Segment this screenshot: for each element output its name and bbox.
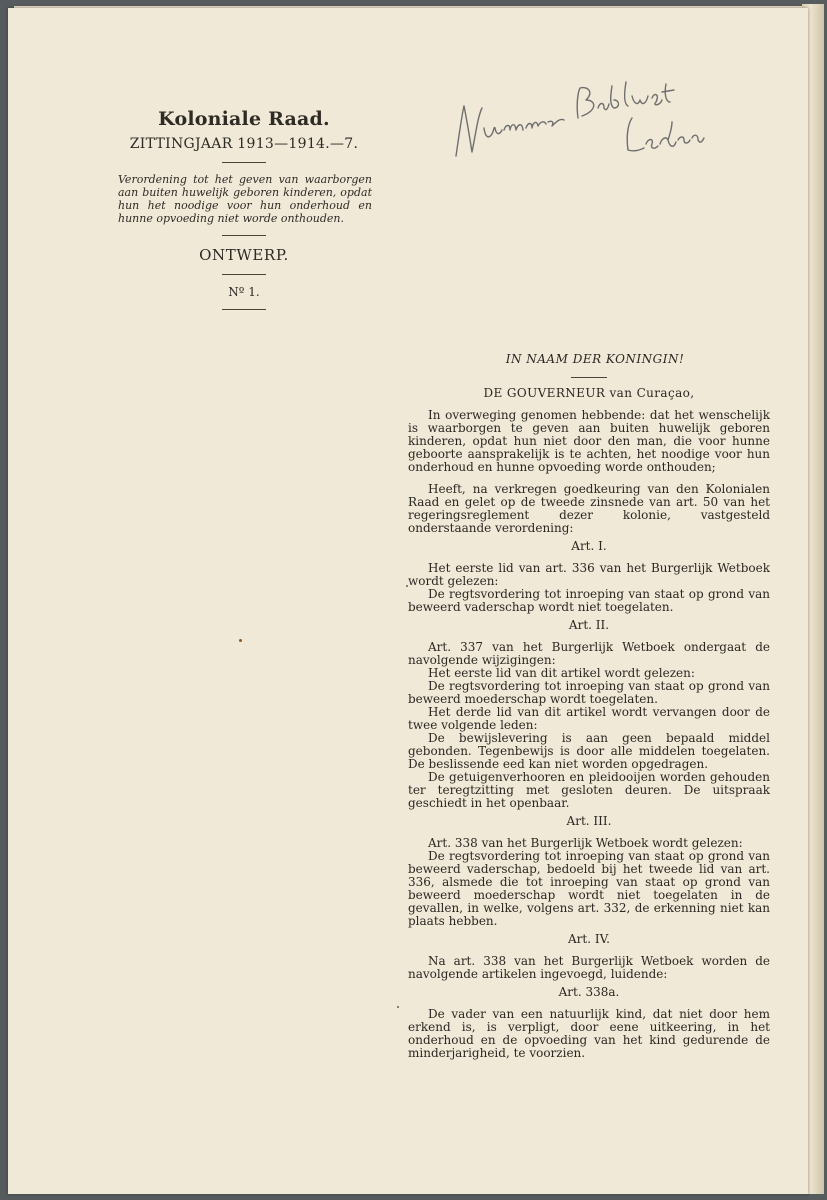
article-heading: Art. III. [566,814,612,828]
article-heading: Art. I. [571,539,607,553]
divider [222,274,266,275]
session-year: ZITTINGJAAR 1913—1914.—7. [129,136,359,152]
article-paragraph: Art. 338 van het Burgerlijk Wetboek wordt gelezen: [428,836,743,850]
whereas-clause: In overweging genomen hebbende: dat het wenschelijk is waarborgen te geven aan buiten huwelijk geboren kinderen, opdat hun niet door den man, die voor hunne geboorte aansprakelijk is te achten, het noodige voor hun onderhoud en hunne opvoeding worde onthouden; [408,408,770,474]
header-block [108,98,380,320]
draft-label: ONTWERP. [199,246,289,264]
paper-stain [239,639,242,642]
handwritten-note-text: Nummer Bibl. Leden [450,182,461,183]
divider [222,235,266,236]
article-paragraph: De regtsvordering tot inroeping van staat op grond van beweerd vaderschap wordt niet toegelaten. [408,587,770,614]
article-paragraph: Het derde lid van dit artikel wordt vervangen door de twee volgende leden: [408,705,770,732]
article-paragraph: De regtsvordering tot inroeping van staat op grond van beweerd moederschap wordt toegelaten. [408,679,770,706]
council-title: Koloniale Raad. [158,108,330,130]
article-heading: Art. IV. [568,932,610,946]
article-heading: Art. II. [568,618,610,632]
governor-line: DE GOUVERNEUR van Curaçao, [483,386,695,400]
handwritten-pencil-note [448,78,708,188]
article-paragraph: De regtsvordering tot inroeping van staat op grond van beweerd vaderschap, bedoeld bij het tweede lid van art. 336, alsmede die tot inroeping van staat op grond van beweerd moederschap wordt niet toegelaten in de gevallen, in welke, volgens art. 332, de erkenning niet kan plaats hebben. [408,849,770,928]
article-paragraph: De getuigenverhooren en pleidooijen worden gehouden ter teregtzitting met gesloten deuren. De uitspraak geschiedt in het openbaar. [408,770,770,810]
divider [222,162,266,163]
article-paragraph: Na art. 338 van het Burgerlijk Wetboek worden de navolgende artikelen ingevoegd, luidende: [408,954,770,981]
article-paragraph: Het eerste lid van dit artikel wordt gelezen: [428,666,695,680]
article-paragraph: De vader van een natuurlijk kind, dat niet door hem erkend is, is verpligt, door eene uitkeering, in het onderhoud en de opvoeding van het kind gedurende de minderjarigheid, te voorzien. [408,1007,770,1060]
ordinance-subject: Verordening tot het geven van waarborgen aan buiten huwelijk geboren kinderen, opdat hun het noodige voor hun onderhoud en hunne opvoeding niet worde onthouden. [118,173,372,225]
document-number: Nº 1. [228,285,260,299]
paper-speck [406,585,408,587]
document-page [8,8,808,1194]
enacting-clause: Heeft, na verkregen goedkeuring van den Kolonialen Raad en gelet op de tweede zinsnede van art. 50 van het regeringsreglement dezer kolonie, vastgesteld onderstaande verordening: [408,482,770,535]
paper-speck [397,1006,399,1008]
article-paragraph: Het eerste lid van art. 336 van het Burgerlijk Wetboek wordt gelezen: [408,561,770,588]
article-paragraph: Art. 337 van het Burgerlijk Wetboek ondergaat de navolgende wijzigingen: [408,640,770,667]
preamble-heading: IN NAAM DER KONINGIN! [505,352,685,366]
article-heading: Art. 338a. [558,985,620,999]
article-paragraph: De bewijslevering is aan geen bepaald middel gebonden. Tegenbewijs is door alle middelen toegelaten. De beslissende eed kan niet worden opgedragen. [408,731,770,771]
ordinance-body [408,353,770,1060]
divider [571,377,607,378]
divider [222,309,266,310]
